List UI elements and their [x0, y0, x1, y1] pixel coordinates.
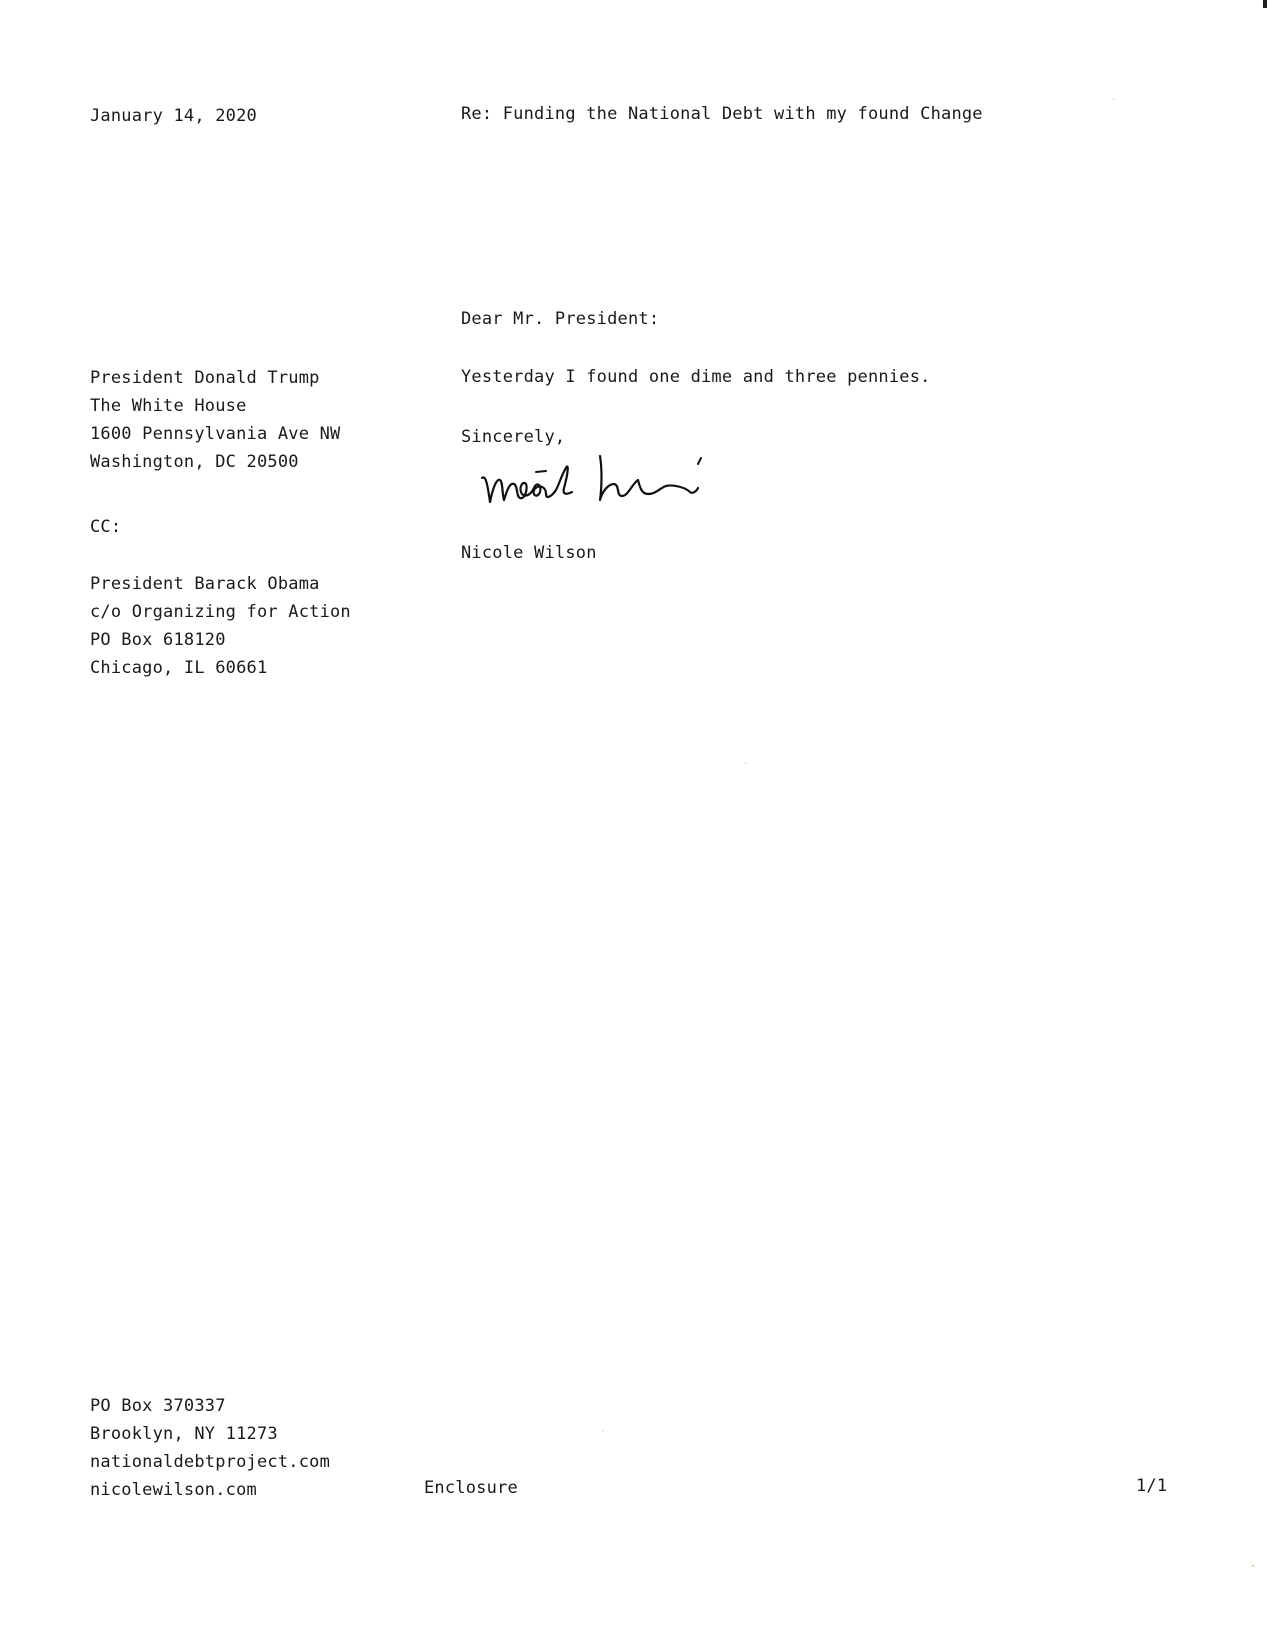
recipient-name: President Donald Trump	[90, 368, 320, 388]
signer-name: Nicole Wilson	[461, 543, 597, 563]
scan-speck	[1113, 98, 1115, 100]
scan-edge-mark	[1263, 0, 1267, 8]
recipient-line-1: The White House	[90, 396, 247, 416]
handwritten-signature	[476, 448, 736, 518]
salutation: Dear Mr. President:	[461, 309, 660, 329]
cc-recipient-line-1: c/o Organizing for Action	[90, 602, 351, 622]
footer-address-line-1: PO Box 370337	[90, 1396, 226, 1416]
scan-speck	[745, 762, 747, 764]
cc-recipient-line-3: Chicago, IL 60661	[90, 658, 268, 678]
footer-website-1: nationaldebtproject.com	[90, 1452, 331, 1472]
cc-label: CC:	[90, 517, 122, 537]
scan-speck	[602, 1430, 604, 1432]
footer-website-2: nicolewilson.com	[90, 1480, 257, 1500]
page-number: 1/1	[1136, 1476, 1168, 1496]
cc-recipient-line-2: PO Box 618120	[90, 630, 226, 650]
letter-body: Yesterday I found one dime and three pennies.	[461, 367, 931, 387]
cc-recipient-address	[90, 570, 351, 682]
letter-subject: Re: Funding the National Debt with my found Change	[461, 104, 983, 124]
cc-recipient-name: President Barack Obama	[90, 574, 320, 594]
scan-speck	[1252, 1565, 1254, 1567]
recipient-address	[90, 364, 340, 476]
closing: Sincerely,	[461, 427, 566, 447]
letter-date: January 14, 2020	[90, 106, 257, 126]
enclosure-label: Enclosure	[424, 1478, 518, 1498]
footer-address	[90, 1392, 330, 1504]
recipient-line-2: 1600 Pennsylvania Ave NW	[90, 424, 341, 444]
recipient-line-3: Washington, DC 20500	[90, 452, 299, 472]
footer-address-line-2: Brooklyn, NY 11273	[90, 1424, 278, 1444]
